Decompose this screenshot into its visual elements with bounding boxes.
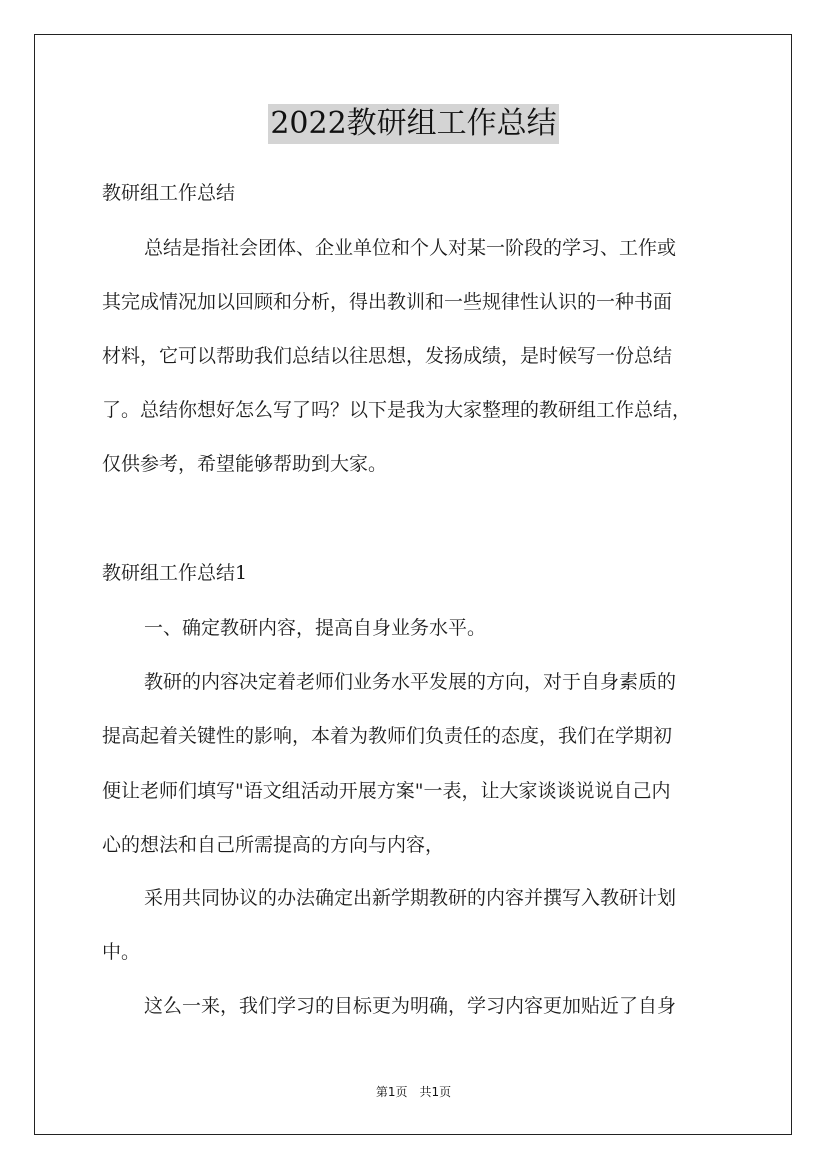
body-paragraph-3-line-1: 这么一来，我们学习的目标更为明确，学习内容更加贴近了自身 — [144, 995, 677, 1017]
intro-paragraph-line-3: 材料，它可以帮助我们总结以往思想，发扬成绩，是时候写一份总结 — [102, 345, 673, 367]
body-paragraph-1-line-4: 心的想法和自己所需提高的方向与内容， — [102, 834, 445, 856]
title-container — [0, 104, 827, 144]
body-paragraph-1-line-3: 便让老师们填写"语文组活动开展方案"一表，让大家谈谈说说自己内 — [102, 780, 671, 802]
body-paragraph-1-line-1: 教研的内容决定着老师们业务水平发展的方向，对于自身素质的 — [144, 671, 677, 693]
intro-paragraph-line-5: 仅供参考，希望能够帮助到大家。 — [102, 453, 388, 475]
body-paragraph-2-line-2: 中。 — [102, 941, 141, 963]
page-footer — [0, 1084, 827, 1100]
intro-paragraph-line-2: 其完成情况加以回顾和分析，得出教训和一些规律性认识的一种书面 — [102, 291, 673, 313]
section-heading-intro: 教研组工作总结 — [102, 182, 236, 204]
intro-paragraph-line-4: 了。总结你想好怎么写了吗？以下是我为大家整理的教研组工作总结， — [102, 399, 692, 421]
document-title: 2022教研组工作总结 — [268, 104, 558, 144]
subheading-1: 一、确定教研内容，提高自身业务水平。 — [144, 617, 487, 639]
body-paragraph-2-line-1: 采用共同协议的办法确定出新学期教研的内容并撰写入教研计划 — [144, 887, 677, 909]
page-number: 第1页 — [375, 1085, 408, 1099]
section-heading-1: 教研组工作总结1 — [102, 562, 248, 584]
total-pages: 共1页 — [419, 1085, 452, 1099]
intro-paragraph-line-1: 总结是指社会团体、企业单位和个人对某一阶段的学习、工作或 — [144, 237, 677, 259]
body-paragraph-1-line-2: 提高起着关键性的影响，本着为教师们负责任的态度，我们在学期初 — [102, 725, 673, 747]
